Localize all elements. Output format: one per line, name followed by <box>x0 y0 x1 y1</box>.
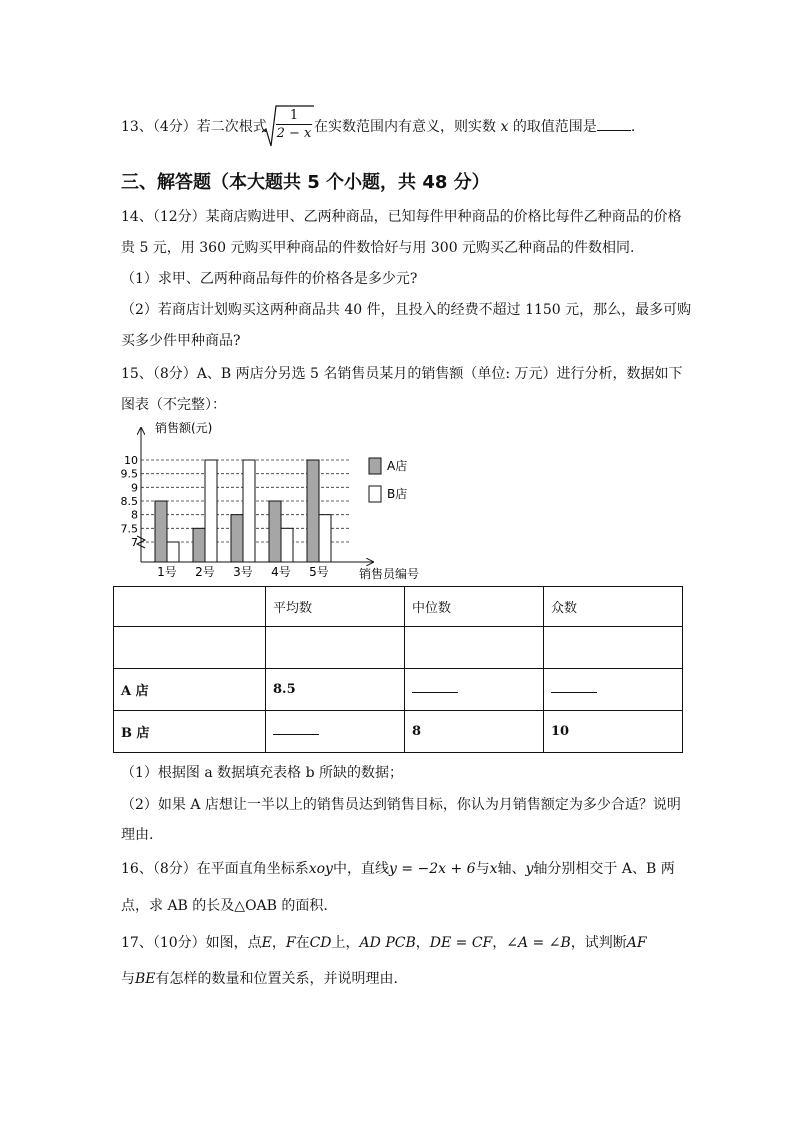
q17-relation: AD PCB <box>359 935 416 951</box>
table-row-b-store <box>114 711 683 753</box>
legend-swatch <box>369 486 381 502</box>
q17-text: 上， <box>331 935 360 951</box>
q17-text: 与 <box>121 971 135 987</box>
q15-line1: 15、（8分）A、B 两店分另选 5 名销售员某月的销售额（单位: 万元）进行分析，数据如下 <box>121 366 683 382</box>
b-mean-cell <box>266 711 405 753</box>
q17-point-e: E <box>261 935 272 951</box>
q13-frac-numerator: 1 <box>289 108 299 123</box>
q16-equation: y = −2x + 6 <box>388 861 476 877</box>
y-axis-label: 销售额(元) <box>155 421 213 435</box>
bar-a-4 <box>269 501 281 562</box>
q13-var-x: x <box>500 119 509 135</box>
q16-text: 轴、 <box>497 861 526 877</box>
q17-relation: ∠A = ∠B <box>506 935 571 951</box>
q17-text: ， <box>415 935 430 951</box>
q17-relation: DE = CF <box>429 935 493 951</box>
y-tick-label: 7 <box>131 536 138 549</box>
table-row <box>114 627 683 669</box>
q13-fraction <box>276 107 312 142</box>
bar-a-3 <box>231 515 243 562</box>
q16-var-x: x <box>489 861 498 877</box>
q13-middle: 在实数范围内有意义，则实数 <box>314 119 496 135</box>
y-tick-label: 10 <box>124 454 138 467</box>
y-tick-label: 7.5 <box>121 522 138 536</box>
a-mean-cell: 8.5 <box>266 669 405 711</box>
row-label-b: B 店 <box>114 711 266 753</box>
y-tick-label: 9.5 <box>121 467 138 481</box>
q17-text: 在 <box>295 935 310 951</box>
q16-text: 中，直线 <box>332 861 389 877</box>
q14-line1: 14、（12分）某商店购进甲、乙两种商品，已知每件甲种商品的价格比每件乙种商品的价格 <box>121 209 682 225</box>
bar-b-2 <box>205 460 217 562</box>
q14-part1: （1）求甲、乙两种商品每件的价格各是多少元? <box>121 271 418 287</box>
q17-text: ，试判断 <box>570 935 627 951</box>
header-cell <box>114 587 266 627</box>
q13-frac-denominator: 2 − x <box>276 126 312 141</box>
q17-text: 有怎样的数量和位置关系，并说明理由. <box>155 971 398 987</box>
q13-suffix: 的取值范围是 <box>512 119 597 135</box>
y-tick-label: 8.5 <box>121 495 138 508</box>
q13-line-rest <box>314 118 635 136</box>
sales-bar-chart <box>121 418 451 582</box>
b-median-cell: 8 <box>405 711 544 753</box>
q17-text: ， <box>271 935 286 951</box>
q17-text: ， <box>492 935 507 951</box>
bar-a-2 <box>193 528 205 562</box>
q17-line2 <box>121 970 398 988</box>
q14-part2b: 买多少件甲种商品? <box>121 333 241 349</box>
legend-label: B店 <box>387 487 408 501</box>
stats-table <box>113 586 683 753</box>
bar-b-3 <box>243 460 255 562</box>
legend-label: A店 <box>387 459 408 473</box>
q16-text: 与 <box>475 861 490 877</box>
row-label-a: A 店 <box>114 669 266 711</box>
q15-line2: 图表（不完整）： <box>121 397 226 413</box>
a-mode-cell <box>544 669 683 711</box>
a-median-cell <box>405 669 544 711</box>
bar-b-5 <box>319 515 331 562</box>
bar-a-1 <box>155 501 167 562</box>
table-cell <box>114 627 266 669</box>
q15-part2b: 理由. <box>121 827 154 843</box>
table-cell <box>266 627 405 669</box>
x-tick-label: 5号 <box>309 565 329 579</box>
header-cell-mode: 众数 <box>544 587 683 627</box>
answer-blank <box>273 724 319 735</box>
b-mode-cell: 10 <box>544 711 683 753</box>
header-cell-mean: 平均数 <box>266 587 405 627</box>
y-tick-label: 9 <box>131 481 138 495</box>
bar-a-5 <box>307 460 319 562</box>
q13-prefix: 13、（4分）若二次根式 <box>121 119 267 135</box>
q13-answer-blank <box>597 118 631 131</box>
q16-line1 <box>121 860 675 878</box>
table-cell <box>544 627 683 669</box>
section-title: 三、解答题（本大题共 5 个小题，共 48 分） <box>121 172 490 193</box>
x-tick-label: 1号 <box>157 565 177 579</box>
x-tick-label: 2号 <box>195 565 215 579</box>
header-cell-median: 中位数 <box>405 587 544 627</box>
answer-blank <box>412 682 458 693</box>
y-tick-label: 8 <box>131 508 138 522</box>
table-row-a-store <box>114 669 683 711</box>
q13-end: . <box>630 119 636 135</box>
q16-text: 轴分别相交于 A、B 两 <box>533 861 675 877</box>
q17-segment-af: AF <box>626 935 647 951</box>
q17-line1 <box>121 934 647 952</box>
legend-swatch <box>369 458 381 474</box>
q16-text: 16、（8分）在平面直角坐标系 <box>121 861 309 877</box>
q17-text: 17、（10分）如图，点 <box>121 935 262 951</box>
q16-xoy: xoy <box>308 861 333 877</box>
x-tick-label: 3号 <box>233 565 253 579</box>
x-tick-label: 4号 <box>271 565 291 579</box>
table-cell <box>405 627 544 669</box>
x-axis-label: 销售员编号 <box>359 567 420 581</box>
q17-segment-cd: CD <box>309 935 332 951</box>
q13-line <box>121 118 267 136</box>
q15-part2a: （2）如果 A 店想让一半以上的销售员达到销售目标，你认为月销售额定为多少合适？说明 <box>121 797 681 813</box>
bar-b-1 <box>167 542 179 562</box>
bar-b-4 <box>281 528 293 562</box>
q14-line2: 贵 5 元，用 360 元购买甲种商品的件数恰好与用 300 元购买乙种商品的件数相同. <box>121 240 635 256</box>
q15-part1: （1）根据图 a 数据填充表格 b 所缺的数据； <box>121 765 404 781</box>
q16-var-y: y <box>525 861 534 877</box>
table-header-row <box>114 587 683 627</box>
q17-segment-be: BE <box>135 971 156 987</box>
q17-point-f: F <box>285 935 296 951</box>
q14-part2a: （2）若商店计划购买这两种商品共 40 件，且投入的经费不超过 1150 元，那么，最多可购 <box>121 302 692 318</box>
q16-line2: 点，求 AB 的长及△OAB 的面积. <box>121 898 328 914</box>
answer-blank <box>551 682 597 693</box>
